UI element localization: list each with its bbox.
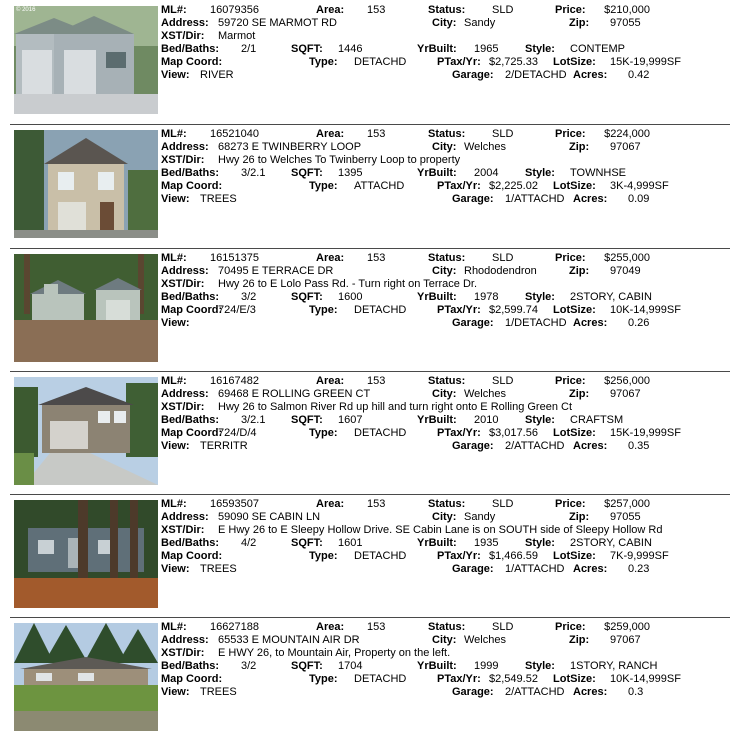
xst-label: XST/Dir:: [161, 30, 205, 42]
view-value: RIVER: [200, 69, 234, 81]
ptax-value: $1,466.59: [489, 550, 538, 562]
price-value: $259,000: [604, 621, 650, 633]
xst-value: Hwy 26 to E Lolo Pass Rd. - Turn right on Terrace Dr.: [218, 278, 478, 290]
view-value: TREES: [200, 563, 237, 575]
city-value: Welches: [464, 388, 506, 400]
mapcoord-label: Map Coord:: [161, 427, 223, 439]
status-value: SLD: [492, 621, 514, 633]
lotsize-label: LotSize:: [553, 673, 596, 685]
zip-label: Zip:: [569, 265, 590, 277]
lotsize-value: 3K-4,999SF: [610, 180, 669, 192]
style-value: TOWNHSE: [570, 167, 627, 179]
xst-value: E HWY 26, to Mountain Air, Property on the left.: [218, 647, 451, 659]
price-label: Price:: [555, 4, 586, 16]
xst-value: Marmot: [218, 30, 256, 42]
yrbuilt-label: YrBuilt:: [417, 43, 457, 55]
view-label: View:: [161, 69, 190, 81]
garage-label: Garage:: [452, 686, 494, 698]
style-label: Style:: [525, 660, 555, 672]
type-label: Type:: [309, 427, 338, 439]
sqft-label: SQFT:: [291, 291, 323, 303]
sqft-value: 1607: [338, 414, 363, 426]
city-label: City:: [432, 634, 457, 646]
address-label: Address:: [161, 388, 209, 400]
type-value: DETACHD: [354, 56, 407, 68]
city-value: Welches: [464, 634, 506, 646]
yrbuilt-value: 1999: [474, 660, 499, 672]
mapcoord-label: Map Coord:: [161, 673, 223, 685]
xst-label: XST/Dir:: [161, 154, 205, 166]
acres-value: 0.42: [628, 69, 650, 81]
lotsize-value: 10K-14,999SF: [610, 673, 681, 685]
price-value: $210,000: [604, 4, 650, 16]
zip-value: 97055: [610, 17, 641, 29]
house-photo-marmot: [14, 6, 158, 114]
house-photo-mountain-air: [14, 623, 158, 731]
acres-label: Acres:: [573, 686, 608, 698]
bedbaths-label: Bed/Baths:: [161, 414, 220, 426]
status-label: Status:: [428, 4, 466, 16]
type-value: DETACHD: [354, 304, 407, 316]
status-label: Status:: [428, 252, 466, 264]
sqft-label: SQFT:: [291, 660, 323, 672]
bedbaths-label: Bed/Baths:: [161, 43, 220, 55]
mapcoord-value: 724/D/4: [218, 427, 257, 439]
area-label: Area:: [316, 4, 345, 16]
yrbuilt-label: YrBuilt:: [417, 414, 457, 426]
price-label: Price:: [555, 128, 586, 140]
mapcoord-label: Map Coord:: [161, 550, 223, 562]
garage-label: Garage:: [452, 317, 494, 329]
photo-copyright-caption: © 2016: [16, 7, 36, 13]
xst-value: Hwy 26 to Salmon River Rd up hill and turn right onto E Rolling Green Ct: [218, 401, 573, 413]
address-value: 65533 E MOUNTAIN AIR DR: [218, 634, 360, 646]
xst-value: E Hwy 26 to E Sleepy Hollow Drive. SE Cabin Lane is on SOUTH side of Sleepy Hollow Rd: [218, 524, 663, 536]
mapcoord-label: Map Coord:: [161, 56, 223, 68]
zip-label: Zip:: [569, 634, 590, 646]
garage-value: 1/DETACHD: [505, 317, 567, 329]
view-label: View:: [161, 686, 190, 698]
area-value: 153: [367, 4, 386, 16]
yrbuilt-label: YrBuilt:: [417, 291, 457, 303]
status-value: SLD: [492, 4, 514, 16]
zip-value: 97055: [610, 511, 641, 523]
garage-label: Garage:: [452, 563, 494, 575]
zip-label: Zip:: [569, 17, 590, 29]
price-value: $257,000: [604, 498, 650, 510]
ml-value: 16167482: [210, 375, 259, 387]
bedbaths-value: 3/2: [241, 660, 257, 672]
garage-value: 2/ATTACHD: [505, 440, 565, 452]
garage-label: Garage:: [452, 440, 494, 452]
view-value: TERRITR: [200, 440, 248, 452]
acres-value: 0.23: [628, 563, 650, 575]
type-value: DETACHD: [354, 673, 407, 685]
bedbaths-label: Bed/Baths:: [161, 167, 220, 179]
status-label: Status:: [428, 375, 466, 387]
view-label: View:: [161, 440, 190, 452]
view-value: TREES: [200, 193, 237, 205]
bedbaths-label: Bed/Baths:: [161, 291, 220, 303]
acres-label: Acres:: [573, 69, 608, 81]
zip-value: 97049: [610, 265, 641, 277]
bedbaths-value: 3/2.1: [241, 414, 266, 426]
zip-label: Zip:: [569, 141, 590, 153]
bedbaths-value: 3/2: [241, 291, 257, 303]
listing-record: [0, 617, 732, 740]
yrbuilt-value: 2010: [474, 414, 499, 426]
view-value: TREES: [200, 686, 237, 698]
area-label: Area:: [316, 375, 345, 387]
city-label: City:: [432, 17, 457, 29]
listing-record: [0, 0, 732, 123]
type-label: Type:: [309, 673, 338, 685]
city-value: Welches: [464, 141, 506, 153]
section-divider: [10, 124, 730, 125]
sqft-value: 1704: [338, 660, 363, 672]
type-value: ATTACHD: [354, 180, 405, 192]
lotsize-label: LotSize:: [553, 56, 596, 68]
ml-label: ML#:: [161, 252, 187, 264]
price-value: $256,000: [604, 375, 650, 387]
acres-label: Acres:: [573, 563, 608, 575]
ml-label: ML#:: [161, 621, 187, 633]
address-value: 70495 E TERRACE DR: [218, 265, 334, 277]
listing-record: [0, 124, 732, 247]
style-value: CRAFTSM: [570, 414, 624, 426]
yrbuilt-value: 1935: [474, 537, 499, 549]
bedbaths-value: 2/1: [241, 43, 257, 55]
view-label: View:: [161, 193, 190, 205]
city-label: City:: [432, 388, 457, 400]
sqft-value: 1601: [338, 537, 363, 549]
city-value: Rhododendron: [464, 265, 537, 277]
lotsize-value: 15K-19,999SF: [610, 427, 681, 439]
bedbaths-value: 3/2.1: [241, 167, 266, 179]
bedbaths-label: Bed/Baths:: [161, 537, 220, 549]
view-label: View:: [161, 317, 190, 329]
price-label: Price:: [555, 498, 586, 510]
listing-record: [0, 248, 732, 371]
ml-value: 16151375: [210, 252, 259, 264]
listing-record: [0, 371, 732, 494]
status-label: Status:: [428, 621, 466, 633]
ml-label: ML#:: [161, 128, 187, 140]
garage-value: 2/DETACHD: [505, 69, 567, 81]
garage-label: Garage:: [452, 193, 494, 205]
address-value: 59720 SE MARMOT RD: [218, 17, 338, 29]
style-label: Style:: [525, 167, 555, 179]
xst-label: XST/Dir:: [161, 524, 205, 536]
acres-label: Acres:: [573, 317, 608, 329]
section-divider: [10, 494, 730, 495]
lotsize-value: 7K-9,999SF: [610, 550, 669, 562]
type-label: Type:: [309, 550, 338, 562]
address-value: 68273 E TWINBERRY LOOP: [218, 141, 362, 153]
status-value: SLD: [492, 128, 514, 140]
area-value: 153: [367, 498, 386, 510]
address-label: Address:: [161, 17, 209, 29]
ml-value: 16627188: [210, 621, 259, 633]
city-label: City:: [432, 511, 457, 523]
type-label: Type:: [309, 56, 338, 68]
type-value: DETACHD: [354, 427, 407, 439]
zip-value: 97067: [610, 141, 641, 153]
mapcoord-label: Map Coord:: [161, 180, 223, 192]
status-label: Status:: [428, 128, 466, 140]
sqft-value: 1395: [338, 167, 363, 179]
ptax-label: PTax/Yr:: [437, 673, 481, 685]
style-value: CONTEMP: [570, 43, 625, 55]
house-photo-rolling-green: [14, 377, 158, 485]
status-label: Status:: [428, 498, 466, 510]
house-photo-terrace: [14, 254, 158, 362]
garage-value: 1/ATTACHD: [505, 563, 565, 575]
yrbuilt-label: YrBuilt:: [417, 660, 457, 672]
house-photo-twinberry: [14, 130, 158, 238]
sqft-value: 1600: [338, 291, 363, 303]
lotsize-label: LotSize:: [553, 304, 596, 316]
mapcoord-label: Map Coord:: [161, 304, 223, 316]
address-label: Address:: [161, 141, 209, 153]
yrbuilt-label: YrBuilt:: [417, 537, 457, 549]
acres-value: 0.35: [628, 440, 650, 452]
status-value: SLD: [492, 498, 514, 510]
ptax-value: $3,017.56: [489, 427, 538, 439]
acres-value: 0.26: [628, 317, 650, 329]
section-divider: [10, 248, 730, 249]
section-divider: [10, 371, 730, 372]
sqft-label: SQFT:: [291, 414, 323, 426]
city-label: City:: [432, 265, 457, 277]
city-label: City:: [432, 141, 457, 153]
listing-record: [0, 494, 732, 617]
lotsize-label: LotSize:: [553, 550, 596, 562]
price-label: Price:: [555, 621, 586, 633]
lotsize-label: LotSize:: [553, 427, 596, 439]
ptax-label: PTax/Yr:: [437, 550, 481, 562]
bedbaths-value: 4/2: [241, 537, 257, 549]
address-label: Address:: [161, 265, 209, 277]
view-label: View:: [161, 563, 190, 575]
address-label: Address:: [161, 511, 209, 523]
zip-label: Zip:: [569, 511, 590, 523]
xst-label: XST/Dir:: [161, 278, 205, 290]
area-value: 153: [367, 375, 386, 387]
style-label: Style:: [525, 537, 555, 549]
lotsize-value: 15K-19,999SF: [610, 56, 681, 68]
style-value: 1STORY, RANCH: [570, 660, 658, 672]
ptax-label: PTax/Yr:: [437, 304, 481, 316]
area-label: Area:: [316, 252, 345, 264]
section-divider: [10, 617, 730, 618]
xst-value: Hwy 26 to Welches To Twinberry Loop to property: [218, 154, 461, 166]
area-label: Area:: [316, 128, 345, 140]
ml-value: 16593507: [210, 498, 259, 510]
ptax-value: $2,225.02: [489, 180, 538, 192]
ml-value: 16079356: [210, 4, 259, 16]
city-value: Sandy: [464, 511, 496, 523]
style-label: Style:: [525, 414, 555, 426]
mapcoord-value: 724/E/3: [218, 304, 256, 316]
ptax-value: $2,599.74: [489, 304, 538, 316]
style-label: Style:: [525, 43, 555, 55]
garage-value: 2/ATTACHD: [505, 686, 565, 698]
price-value: $255,000: [604, 252, 650, 264]
style-label: Style:: [525, 291, 555, 303]
acres-label: Acres:: [573, 193, 608, 205]
area-value: 153: [367, 128, 386, 140]
zip-label: Zip:: [569, 388, 590, 400]
garage-value: 1/ATTACHD: [505, 193, 565, 205]
sqft-label: SQFT:: [291, 43, 323, 55]
xst-label: XST/Dir:: [161, 401, 205, 413]
lotsize-value: 10K-14,999SF: [610, 304, 681, 316]
ptax-label: PTax/Yr:: [437, 56, 481, 68]
area-label: Area:: [316, 498, 345, 510]
ml-label: ML#:: [161, 4, 187, 16]
price-label: Price:: [555, 252, 586, 264]
area-value: 153: [367, 621, 386, 633]
yrbuilt-value: 2004: [474, 167, 499, 179]
area-value: 153: [367, 252, 386, 264]
type-label: Type:: [309, 180, 338, 192]
lotsize-label: LotSize:: [553, 180, 596, 192]
status-value: SLD: [492, 375, 514, 387]
ml-value: 16521040: [210, 128, 259, 140]
acres-value: 0.3: [628, 686, 644, 698]
ptax-label: PTax/Yr:: [437, 180, 481, 192]
city-value: Sandy: [464, 17, 496, 29]
yrbuilt-label: YrBuilt:: [417, 167, 457, 179]
acres-label: Acres:: [573, 440, 608, 452]
zip-value: 97067: [610, 388, 641, 400]
zip-value: 97067: [610, 634, 641, 646]
type-value: DETACHD: [354, 550, 407, 562]
price-value: $224,000: [604, 128, 650, 140]
style-value: 2STORY, CABIN: [570, 537, 652, 549]
yrbuilt-value: 1978: [474, 291, 499, 303]
sqft-value: 1446: [338, 43, 363, 55]
sqft-label: SQFT:: [291, 167, 323, 179]
type-label: Type:: [309, 304, 338, 316]
ml-label: ML#:: [161, 498, 187, 510]
price-label: Price:: [555, 375, 586, 387]
address-value: 69468 E ROLLING GREEN CT: [218, 388, 371, 400]
ptax-value: $2,549.52: [489, 673, 538, 685]
style-value: 2STORY, CABIN: [570, 291, 652, 303]
yrbuilt-value: 1965: [474, 43, 499, 55]
sqft-label: SQFT:: [291, 537, 323, 549]
house-photo-cabin: [14, 500, 158, 608]
bedbaths-label: Bed/Baths:: [161, 660, 220, 672]
address-label: Address:: [161, 634, 209, 646]
ml-label: ML#:: [161, 375, 187, 387]
status-value: SLD: [492, 252, 514, 264]
ptax-value: $2,725.33: [489, 56, 538, 68]
garage-label: Garage:: [452, 69, 494, 81]
area-label: Area:: [316, 621, 345, 633]
address-value: 59090 SE CABIN LN: [218, 511, 321, 523]
acres-value: 0.09: [628, 193, 650, 205]
ptax-label: PTax/Yr:: [437, 427, 481, 439]
xst-label: XST/Dir:: [161, 647, 205, 659]
